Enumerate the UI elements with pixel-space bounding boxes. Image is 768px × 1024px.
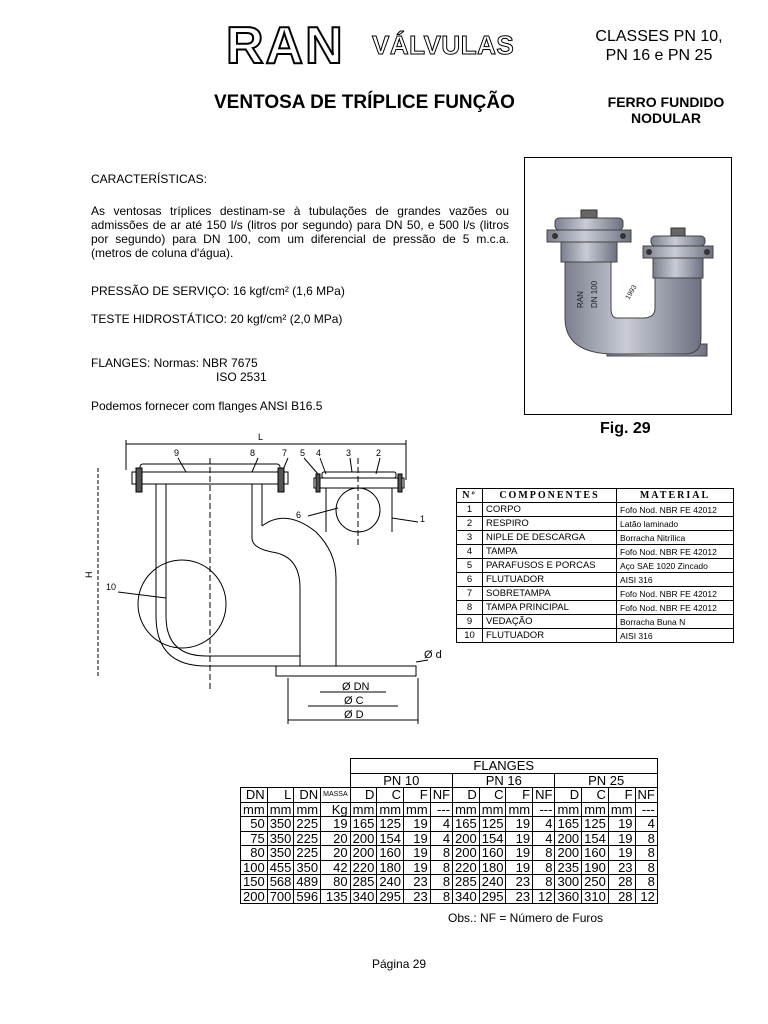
dim-cell: 80 <box>321 875 351 890</box>
dim-cell: C <box>582 788 609 803</box>
dim-cell: 295 <box>377 889 404 904</box>
dim-C: Ø C <box>344 695 364 707</box>
material-title <box>596 94 736 126</box>
dim-cell: 165 <box>453 817 480 832</box>
dim-cell: 80 <box>241 846 268 861</box>
photo-text-year: 1993 <box>624 284 639 301</box>
component-row <box>457 601 734 615</box>
dim-cell: 225 <box>294 817 321 832</box>
flanges-label: FLANGES <box>350 759 657 774</box>
dim-cell: F <box>608 788 635 803</box>
callout-9: 9 <box>174 448 180 458</box>
dim-cell: F <box>506 788 533 803</box>
dim-cell: 200 <box>350 831 377 846</box>
dim-cell: 160 <box>479 846 506 861</box>
photo-text-ran: RAN <box>576 291 585 308</box>
dim-cell: 8 <box>533 875 555 890</box>
dim-cell: 200 <box>350 846 377 861</box>
dim-cell: 4 <box>430 831 452 846</box>
component-row <box>457 573 734 587</box>
dim-cell: 360 <box>555 889 582 904</box>
dim-cell: 4 <box>533 831 555 846</box>
dim-cell: 190 <box>582 860 609 875</box>
component-name: NIPLE DE DESCARGA <box>483 531 617 545</box>
pn-header-row <box>241 773 658 788</box>
dim-cell: 19 <box>404 846 431 861</box>
component-material: Borracha Nitrílica <box>617 531 734 545</box>
description-paragraph: As ventosas tríplices destinam-se à tubulações de grandes vazões ou admissões de ar até 150 l/s (litros por segundo) para DN 50, e 500 l/s (litros por segundo) para DN 100, com um diferencial de pressão de 5 m.c.a. (metros de coluna d'água). <box>91 204 509 260</box>
dim-cell: 19 <box>506 846 533 861</box>
dim-cell: 8 <box>533 860 555 875</box>
component-material: Fofo Nod. NBR FE 42012 <box>617 545 734 559</box>
technical-drawing-svg <box>86 428 456 728</box>
dim-cell: 4 <box>635 817 657 832</box>
dim-cell: mm <box>453 802 480 817</box>
dim-cell: 19 <box>608 817 635 832</box>
dim-cell: 8 <box>533 846 555 861</box>
dim-cell: mm <box>404 802 431 817</box>
dim-cell: 240 <box>377 875 404 890</box>
components-table <box>456 488 734 643</box>
dim-cell: 42 <box>321 860 351 875</box>
dim-cell: 8 <box>430 846 452 861</box>
dim-cell: 596 <box>294 889 321 904</box>
component-row <box>457 545 734 559</box>
dim-cell: 19 <box>321 817 351 832</box>
classes-line-1: CLASSES PN 10, <box>595 28 723 45</box>
dim-cell: 125 <box>479 817 506 832</box>
dim-cell: NF <box>533 788 555 803</box>
component-name: RESPIRO <box>483 517 617 531</box>
dim-cell: mm <box>294 802 321 817</box>
dim-cell: 8 <box>635 875 657 890</box>
dim-cell: 8 <box>635 831 657 846</box>
callout-2: 2 <box>376 448 382 458</box>
dim-cell: 200 <box>555 831 582 846</box>
dim-cell: 28 <box>608 875 635 890</box>
dim-cell: 250 <box>582 875 609 890</box>
columns-row <box>241 788 658 803</box>
dim-cell: 8 <box>430 860 452 875</box>
dim-cell: 700 <box>267 889 294 904</box>
component-name: TAMPA <box>483 545 617 559</box>
dim-cell: 295 <box>479 889 506 904</box>
dim-cell: 23 <box>404 875 431 890</box>
dim-cell: 23 <box>608 860 635 875</box>
pn16-label: PN 16 <box>453 773 555 788</box>
dim-cell: 180 <box>479 860 506 875</box>
dim-cell: 28 <box>608 889 635 904</box>
dim-cell: mm <box>350 802 377 817</box>
dim-cell: 285 <box>453 875 480 890</box>
dim-cell: 19 <box>506 831 533 846</box>
figure-caption: Fig. 29 <box>600 420 651 437</box>
dim-cell: 300 <box>555 875 582 890</box>
dim-cell: 50 <box>241 817 268 832</box>
dim-cell: 225 <box>294 846 321 861</box>
dim-cell: mm <box>241 802 268 817</box>
callout-1: 1 <box>420 514 426 524</box>
component-material: Borracha Buna N <box>617 615 734 629</box>
component-name: VEDAÇÃO <box>483 615 617 629</box>
dim-cell: 8 <box>635 846 657 861</box>
dim-cell: Kg <box>321 802 351 817</box>
component-number: 3 <box>457 531 483 545</box>
component-material: Fofo Nod. NBR FE 42012 <box>617 601 734 615</box>
component-number: 7 <box>457 587 483 601</box>
dim-cell: 154 <box>479 831 506 846</box>
component-number: 2 <box>457 517 483 531</box>
dim-cell: 19 <box>404 860 431 875</box>
component-number: 1 <box>457 503 483 517</box>
dim-cell: --- <box>430 802 452 817</box>
component-name: FLUTUADOR <box>483 573 617 587</box>
dim-cell: 154 <box>377 831 404 846</box>
component-row <box>457 503 734 517</box>
pressure-classes <box>584 27 734 65</box>
component-number: 8 <box>457 601 483 615</box>
component-number: 10 <box>457 629 483 643</box>
dim-cell: 455 <box>267 860 294 875</box>
dim-cell: --- <box>635 802 657 817</box>
dim-cell: 12 <box>635 889 657 904</box>
material-line-2: NODULAR <box>631 110 701 126</box>
component-row <box>457 517 734 531</box>
component-row <box>457 615 734 629</box>
component-name: TAMPA PRINCIPAL <box>483 601 617 615</box>
dim-cell: MASSA <box>321 788 351 803</box>
classes-line-2: PN 16 e PN 25 <box>605 47 713 64</box>
dim-cell: 125 <box>582 817 609 832</box>
dim-cell: 350 <box>267 817 294 832</box>
dim-cell: 200 <box>555 846 582 861</box>
hydrostatic-test: TESTE HIDROSTÁTICO: 20 kgf/cm² (2,0 MPa) <box>91 312 343 326</box>
dim-cell: 340 <box>350 889 377 904</box>
dim-cell: 150 <box>241 875 268 890</box>
dim-cell: 19 <box>608 846 635 861</box>
dim-cell: 310 <box>582 889 609 904</box>
dim-cell: 180 <box>377 860 404 875</box>
dim-cell: DN <box>241 788 268 803</box>
dimension-row <box>241 860 658 875</box>
flanges-header-row <box>241 759 658 774</box>
component-material: AISI 316 <box>617 573 734 587</box>
service-pressure: PRESSÃO DE SERVIÇO: 16 kgf/cm² (1,6 MPa) <box>91 284 345 298</box>
callout-4: 4 <box>316 448 322 458</box>
dim-cell: 8 <box>635 860 657 875</box>
component-material: Aço SAE 1020 Zincado <box>617 559 734 573</box>
component-row <box>457 559 734 573</box>
dimension-row <box>241 889 658 904</box>
dim-D: Ø D <box>344 709 364 721</box>
dim-cell: D <box>350 788 377 803</box>
dim-cell: D <box>453 788 480 803</box>
dimension-row <box>241 817 658 832</box>
dim-cell: 23 <box>506 889 533 904</box>
dim-cell: mm <box>506 802 533 817</box>
valve-photo <box>524 157 732 415</box>
component-name: PARAFUSOS E PORCAS <box>483 559 617 573</box>
dim-cell: 4 <box>533 817 555 832</box>
page-title: VENTOSA DE TRÍPLICE FUNÇÃO <box>214 92 515 113</box>
dim-cell: 75 <box>241 831 268 846</box>
dimension-row <box>241 846 658 861</box>
dim-cell: 200 <box>453 846 480 861</box>
dim-cell: 19 <box>608 831 635 846</box>
dim-cell: 19 <box>506 817 533 832</box>
dim-cell: 135 <box>321 889 351 904</box>
component-number: 4 <box>457 545 483 559</box>
component-material: AISI 316 <box>617 629 734 643</box>
dimensions-table <box>240 758 658 904</box>
dim-DN: Ø DN <box>342 681 370 693</box>
dim-cell: 4 <box>430 817 452 832</box>
dimension-row <box>241 831 658 846</box>
dim-cell: NF <box>635 788 657 803</box>
dim-cell: 200 <box>241 889 268 904</box>
dim-H: H <box>84 571 94 578</box>
callout-6: 6 <box>296 510 302 520</box>
callout-3: 3 <box>346 448 352 458</box>
dim-cell: 23 <box>404 889 431 904</box>
dim-cell: 350 <box>267 846 294 861</box>
dim-cell: 19 <box>404 831 431 846</box>
dim-cell: 350 <box>267 831 294 846</box>
header-components: COMPONENTES <box>483 489 617 503</box>
component-row <box>457 531 734 545</box>
dim-cell: 240 <box>479 875 506 890</box>
dim-cell: 340 <box>453 889 480 904</box>
dim-cell: 8 <box>430 889 452 904</box>
dim-d: Ø d <box>424 649 442 661</box>
technical-drawing <box>86 428 456 728</box>
dim-cell: mm <box>555 802 582 817</box>
dim-cell: 220 <box>350 860 377 875</box>
component-number: 9 <box>457 615 483 629</box>
dim-cell: 285 <box>350 875 377 890</box>
dim-cell: 19 <box>404 817 431 832</box>
dim-cell: C <box>377 788 404 803</box>
dim-cell: F <box>404 788 431 803</box>
brand-name: VÁLVULAS <box>372 30 515 60</box>
dim-cell: 12 <box>533 889 555 904</box>
dim-cell: NF <box>430 788 452 803</box>
ran-logo: RAN <box>226 17 345 75</box>
dim-cell: 165 <box>555 817 582 832</box>
dim-cell: mm <box>582 802 609 817</box>
pn25-label: PN 25 <box>555 773 657 788</box>
dim-cell: 568 <box>267 875 294 890</box>
callout-5: 5 <box>300 448 306 458</box>
dim-cell: 235 <box>555 860 582 875</box>
dim-cell: D <box>555 788 582 803</box>
dim-cell: 160 <box>377 846 404 861</box>
dim-cell: 489 <box>294 875 321 890</box>
component-number: 6 <box>457 573 483 587</box>
dim-cell: 220 <box>453 860 480 875</box>
components-header-row <box>457 489 734 503</box>
dim-cell: 100 <box>241 860 268 875</box>
component-row <box>457 587 734 601</box>
callout-7: 7 <box>282 448 288 458</box>
dim-cell: 125 <box>377 817 404 832</box>
dim-cell: 154 <box>582 831 609 846</box>
callout-8: 8 <box>250 448 256 458</box>
dim-cell: mm <box>377 802 404 817</box>
dim-cell: 165 <box>350 817 377 832</box>
component-material: Fofo Nod. NBR FE 42012 <box>617 503 734 517</box>
ansi-note: Podemos fornecer com flanges ANSI B16.5 <box>91 399 323 413</box>
dim-cell: mm <box>608 802 635 817</box>
dim-cell: 200 <box>453 831 480 846</box>
valve-photo-illustration <box>525 158 731 414</box>
dim-cell: --- <box>533 802 555 817</box>
pn10-label: PN 10 <box>350 773 452 788</box>
flanges-iso: ISO 2531 <box>216 370 267 384</box>
dim-cell: C <box>479 788 506 803</box>
material-line-1: FERRO FUNDIDO <box>607 94 725 110</box>
dim-cell: mm <box>267 802 294 817</box>
component-row <box>457 629 734 643</box>
dim-cell: 23 <box>506 875 533 890</box>
dim-cell: 8 <box>430 875 452 890</box>
dim-cell: 160 <box>582 846 609 861</box>
dim-cell: mm <box>479 802 506 817</box>
header-material: MATERIAL <box>617 489 734 503</box>
callout-10: 10 <box>106 582 117 592</box>
component-name: FLUTUADOR <box>483 629 617 643</box>
component-name: CORPO <box>483 503 617 517</box>
dim-L: L <box>258 432 264 442</box>
dim-cell: 225 <box>294 831 321 846</box>
component-number: 5 <box>457 559 483 573</box>
component-material: Fofo Nod. NBR FE 42012 <box>617 587 734 601</box>
dim-cell: 19 <box>506 860 533 875</box>
obs-note: Obs.: NF = Número de Furos <box>448 911 604 925</box>
dimension-row <box>241 875 658 890</box>
units-row <box>241 802 658 817</box>
dim-cell: DN <box>294 788 321 803</box>
characteristics-heading: CARACTERÍSTICAS: <box>91 172 208 186</box>
photo-text-dn: DN 100 <box>590 280 599 308</box>
dim-cell: 20 <box>321 846 351 861</box>
dim-cell: 350 <box>294 860 321 875</box>
component-name: SOBRETAMPA <box>483 587 617 601</box>
flanges-norms: FLANGES: Normas: NBR 7675 <box>91 356 258 370</box>
header-number: Nº <box>457 489 483 503</box>
page-number: Página 29 <box>372 957 427 971</box>
component-material: Latão laminado <box>617 517 734 531</box>
dim-cell: 20 <box>321 831 351 846</box>
dim-cell: L <box>267 788 294 803</box>
